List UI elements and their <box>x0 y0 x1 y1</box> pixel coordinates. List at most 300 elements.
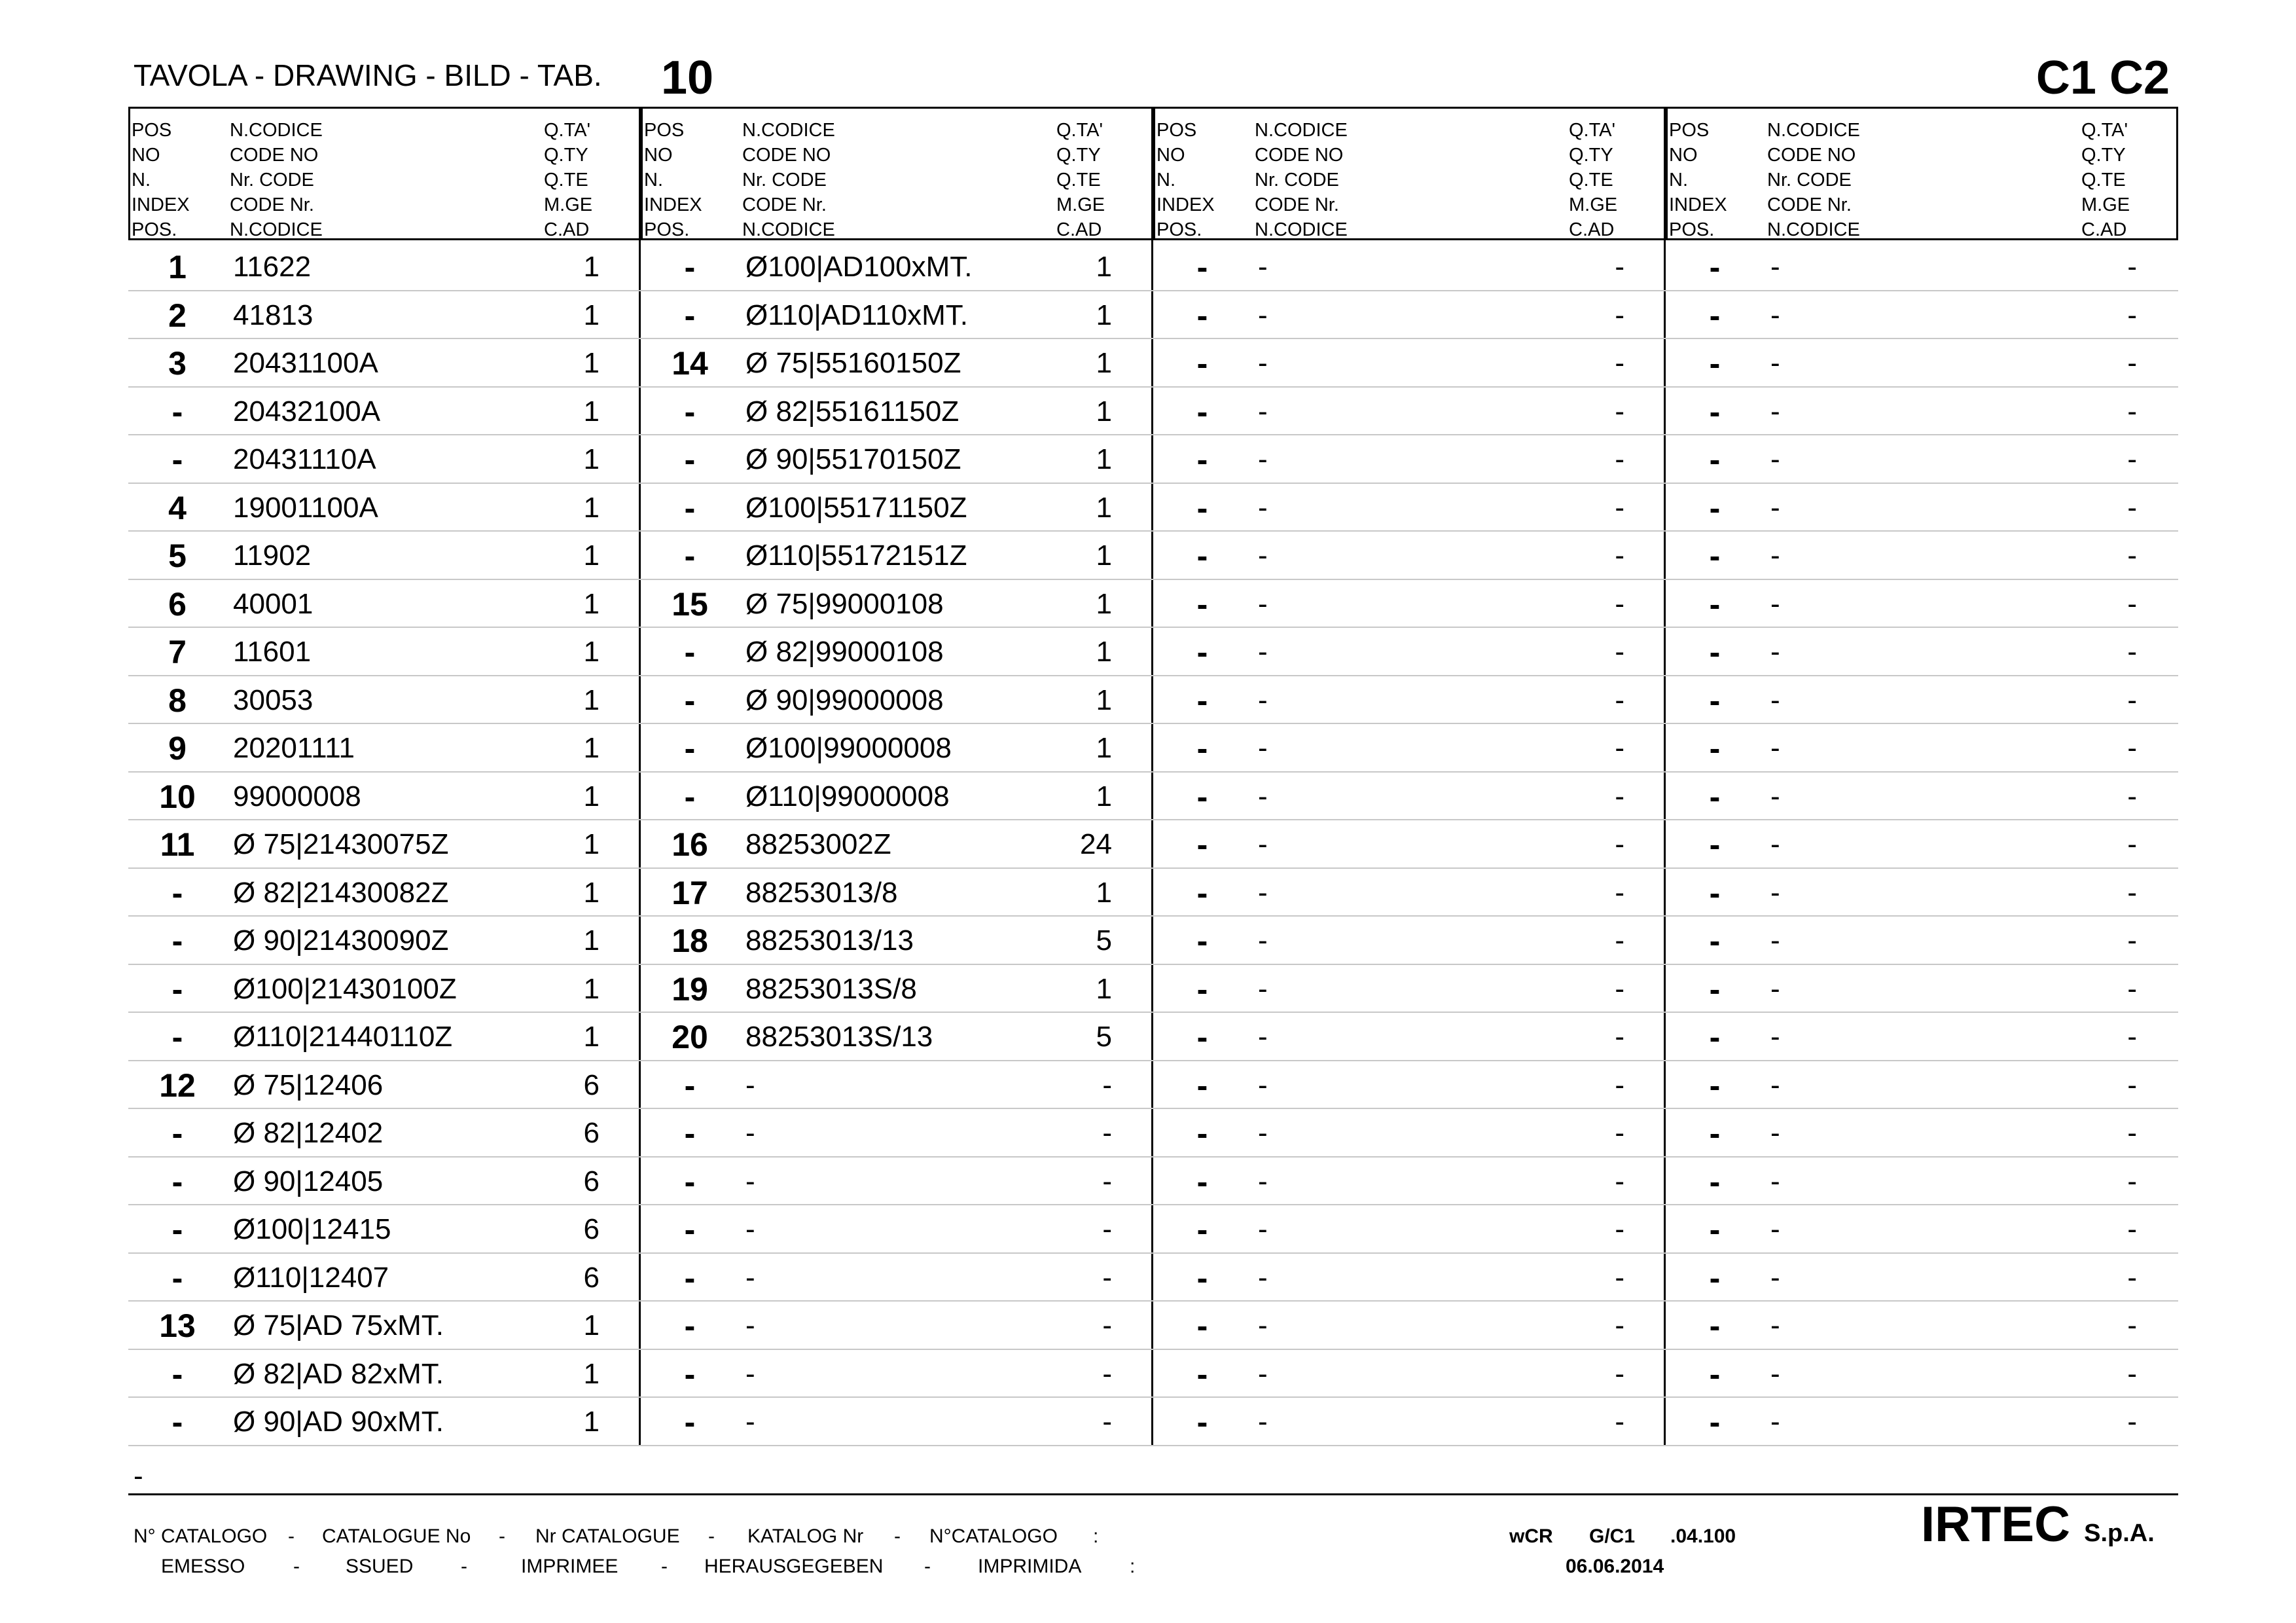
qty-cell: - <box>2127 1357 2137 1390</box>
header-code-label: N.CODICE <box>1255 120 1348 141</box>
header-code-label: CODE Nr. <box>230 194 314 215</box>
qty-cell: - <box>1615 780 1624 812</box>
row-separator <box>128 1108 2178 1109</box>
code-cell: - <box>1258 1309 1268 1341</box>
pos-cell: 10 <box>159 778 196 815</box>
code-cell: 19001100A <box>233 491 378 524</box>
qty-cell: - <box>1615 972 1624 1005</box>
issued-label: IMPRIMIDA <box>978 1556 1082 1577</box>
code-cell: - <box>1770 684 1780 716</box>
table-number: 10 <box>661 52 714 104</box>
qty-cell: 1 <box>1096 539 1112 572</box>
pos-cell: - <box>684 441 696 478</box>
qty-cell: 1 <box>583 924 600 957</box>
column-divider <box>639 107 641 1446</box>
header-qty-label: Q.TE <box>1569 170 1613 191</box>
code-cell: Ø100|55171150Z <box>745 491 967 524</box>
pos-cell: - <box>684 393 696 430</box>
code-cell: Ø100|99000008 <box>745 732 952 764</box>
header-pos-label: N. <box>644 170 663 191</box>
qty-cell: - <box>1615 491 1624 524</box>
catalog-label: - <box>499 1525 505 1547</box>
qty-cell: - <box>2127 539 2137 572</box>
pos-cell: - <box>171 1019 183 1055</box>
header-pos-label: POS <box>132 120 172 141</box>
code-cell: Ø 90|AD 90xMT. <box>233 1406 444 1438</box>
pos-cell: - <box>1196 1019 1208 1055</box>
code-cell: Ø 82|AD 82xMT. <box>233 1357 444 1390</box>
code-cell: - <box>1770 972 1780 1005</box>
row-separator <box>128 1300 2178 1302</box>
pos-cell: - <box>171 1404 183 1440</box>
qty-cell: - <box>1615 251 1624 283</box>
qty-cell: 1 <box>1096 732 1112 764</box>
pos-cell: 16 <box>672 826 708 863</box>
qty-cell: - <box>1102 1165 1112 1197</box>
issued-label: - <box>661 1556 668 1577</box>
code-cell: Ø 82|21430082Z <box>233 876 449 909</box>
header-qty-label: Q.TY <box>1056 145 1101 166</box>
code-cell: 88253013S/13 <box>745 1021 933 1053</box>
code-cell: - <box>745 1213 755 1245</box>
row-separator <box>128 1349 2178 1350</box>
qty-cell: - <box>2127 828 2137 860</box>
code-cell: - <box>1770 443 1780 475</box>
pos-cell: - <box>1709 489 1721 526</box>
code-cell: Ø 90|55170150Z <box>745 443 961 475</box>
pos-cell: - <box>1709 874 1721 911</box>
pos-cell: - <box>684 778 696 815</box>
code-cell: Ø 90|99000008 <box>745 684 944 716</box>
pos-cell: - <box>1196 922 1208 959</box>
catalog-value: .04.100 <box>1670 1525 1736 1547</box>
header-pos-label: N. <box>132 170 151 191</box>
header-pos-label: POS. <box>132 219 177 240</box>
row-separator <box>128 530 2178 532</box>
pos-cell: - <box>684 1115 696 1152</box>
header-qty-label: Q.TY <box>2081 145 2126 166</box>
pos-cell: - <box>684 249 696 285</box>
pos-cell: - <box>171 393 183 430</box>
qty-cell: - <box>2127 347 2137 379</box>
catalog-label: CATALOGUE No <box>322 1525 471 1547</box>
qty-cell: 1 <box>1096 876 1112 909</box>
column-divider <box>1151 107 1153 1446</box>
pos-cell: - <box>1709 1307 1721 1344</box>
code-cell: - <box>1770 1261 1780 1294</box>
qty-cell: - <box>2127 732 2137 764</box>
pos-cell: - <box>1196 1404 1208 1440</box>
catalog-label: KATALOG Nr <box>747 1525 864 1547</box>
header-qty-label: Q.TA' <box>544 120 591 141</box>
row-separator <box>128 675 2178 676</box>
qty-cell: - <box>2127 780 2137 812</box>
qty-cell: - <box>1615 1165 1624 1197</box>
code-cell: Ø 82|55161150Z <box>745 395 960 428</box>
pos-cell: - <box>1196 778 1208 815</box>
code-cell: - <box>1258 876 1268 909</box>
pos-cell: 11 <box>160 826 195 863</box>
header-qty-label: M.GE <box>544 194 593 215</box>
pos-cell: - <box>1196 249 1208 285</box>
pos-cell: - <box>1196 730 1208 767</box>
code-cell: Ø 90|12405 <box>233 1165 384 1197</box>
qty-cell: - <box>2127 587 2137 620</box>
pos-cell: - <box>1709 1259 1721 1296</box>
catalog-value: wCR <box>1509 1525 1553 1547</box>
issued-label: - <box>924 1556 931 1577</box>
qty-cell: - <box>1615 1357 1624 1390</box>
pos-cell: - <box>1709 1067 1721 1104</box>
code-cell: 41813 <box>233 299 314 331</box>
pos-cell: - <box>1196 634 1208 670</box>
qty-cell: - <box>1615 1213 1624 1245</box>
qty-cell: - <box>2127 1021 2137 1053</box>
code-cell: - <box>1770 1117 1780 1149</box>
pos-cell: - <box>1709 538 1721 574</box>
code-cell: Ø100|12415 <box>233 1213 391 1245</box>
header-qty-label: Q.TY <box>1569 145 1613 166</box>
code-cell: - <box>1770 347 1780 379</box>
qty-cell: 1 <box>1096 347 1112 379</box>
qty-cell: 6 <box>583 1117 600 1149</box>
pos-cell: - <box>1196 1355 1208 1393</box>
catalog-label: - <box>708 1525 715 1547</box>
code-cell: - <box>1258 1165 1268 1197</box>
qty-cell: 1 <box>583 1309 600 1341</box>
pos-cell: 8 <box>168 682 187 719</box>
pos-cell: 15 <box>672 585 708 623</box>
code-cell: - <box>1258 924 1268 957</box>
qty-cell: 1 <box>1096 684 1112 716</box>
header-code-label: CODE NO <box>1255 145 1344 166</box>
qty-cell: 1 <box>583 636 600 668</box>
pos-cell: - <box>1196 538 1208 574</box>
code-cell: - <box>1770 732 1780 764</box>
code-cell: - <box>1258 491 1268 524</box>
code-cell: - <box>1258 1068 1268 1101</box>
header-pos-label: N. <box>1157 170 1175 191</box>
header-pos-label: N. <box>1669 170 1688 191</box>
pos-cell: - <box>684 682 696 719</box>
pos-cell: - <box>1196 1067 1208 1104</box>
code-cell: 88253013/13 <box>745 924 914 957</box>
pos-cell: 14 <box>672 345 708 382</box>
qty-cell: - <box>2127 1068 2137 1101</box>
pos-cell: - <box>1709 585 1721 623</box>
code-cell: - <box>745 1117 755 1149</box>
pos-cell: - <box>1196 297 1208 334</box>
pos-cell: - <box>1709 345 1721 382</box>
catalog-value: G/C1 <box>1589 1525 1636 1547</box>
qty-cell: - <box>2127 1261 2137 1294</box>
qty-cell: - <box>2127 684 2137 716</box>
code-cell: Ø 75|AD 75xMT. <box>233 1309 444 1341</box>
header-code-label: Nr. CODE <box>230 170 314 191</box>
code-cell: - <box>1258 1261 1268 1294</box>
pos-cell: - <box>684 1355 696 1393</box>
pos-cell: - <box>684 1163 696 1200</box>
qty-cell: - <box>1102 1068 1112 1101</box>
qty-cell: - <box>2127 443 2137 475</box>
qty-cell: 5 <box>1096 924 1112 957</box>
header-code-label: Nr. CODE <box>1767 170 1852 191</box>
qty-cell: 1 <box>1096 636 1112 668</box>
code-cell: - <box>1258 1357 1268 1390</box>
row-separator <box>128 1156 2178 1158</box>
catalog-label: N°CATALOGO <box>929 1525 1058 1547</box>
pos-cell: - <box>171 1211 183 1248</box>
code-cell: - <box>745 1068 755 1101</box>
code-cell: Ø 75|99000108 <box>745 587 944 620</box>
brand-logo <box>1921 1496 2155 1553</box>
row-separator <box>128 1204 2178 1205</box>
column-header <box>128 107 2178 240</box>
code-cell: - <box>1258 443 1268 475</box>
header-qty-label: Q.TY <box>544 145 588 166</box>
qty-cell: - <box>1102 1357 1112 1390</box>
issued-label: EMESSO <box>161 1556 245 1577</box>
row-separator <box>128 1012 2178 1013</box>
qty-cell: 1 <box>583 491 600 524</box>
code-cell: - <box>1770 491 1780 524</box>
header-pos-label: INDEX <box>132 194 190 215</box>
qty-cell: 1 <box>583 251 600 283</box>
pos-cell: - <box>1196 489 1208 526</box>
pos-cell: 19 <box>672 970 708 1008</box>
catalog-label: : <box>1093 1525 1099 1547</box>
pos-cell: 3 <box>168 345 187 382</box>
code-cell: Ø 82|12402 <box>233 1117 384 1149</box>
row-separator <box>128 1396 2178 1398</box>
qty-cell: - <box>1102 1309 1112 1341</box>
qty-cell: 5 <box>1096 1021 1112 1053</box>
code-cell: - <box>1258 251 1268 283</box>
header-code-label: CODE NO <box>742 145 831 166</box>
qty-cell: - <box>1615 1068 1624 1101</box>
code-cell: 11902 <box>233 539 312 572</box>
issued-label: - <box>461 1556 467 1577</box>
qty-cell: - <box>1615 347 1624 379</box>
header-qty-label: C.AD <box>2081 219 2127 240</box>
qty-cell: 1 <box>1096 587 1112 620</box>
qty-cell: - <box>1615 1117 1624 1149</box>
code-cell: 40001 <box>233 587 314 620</box>
qty-cell: - <box>1615 636 1624 668</box>
row-separator <box>128 819 2178 820</box>
code-cell: Ø110|AD110xMT. <box>745 299 968 331</box>
header-pos-label: NO <box>644 145 673 166</box>
header-qty-label: Q.TE <box>1056 170 1101 191</box>
qty-cell: 1 <box>1096 443 1112 475</box>
pos-cell: 17 <box>672 874 708 911</box>
qty-cell: 6 <box>583 1213 600 1245</box>
qty-cell: - <box>1615 684 1624 716</box>
qty-cell: 1 <box>583 972 600 1005</box>
header-qty-label: Q.TE <box>2081 170 2126 191</box>
code-cell: - <box>745 1406 755 1438</box>
pos-cell: 2 <box>168 297 187 334</box>
code-cell: - <box>745 1309 755 1341</box>
qty-cell: - <box>1615 443 1624 475</box>
pos-cell: - <box>1709 826 1721 863</box>
code-cell: - <box>1258 828 1268 860</box>
pos-cell: - <box>1196 585 1208 623</box>
pos-cell: - <box>171 922 183 959</box>
catalog-label: Nr CATALOGUE <box>535 1525 680 1547</box>
row-separator <box>128 723 2178 724</box>
qty-cell: - <box>1102 1117 1112 1149</box>
qty-cell: - <box>2127 636 2137 668</box>
code-cell: - <box>1258 1406 1268 1438</box>
pos-cell: - <box>1709 778 1721 815</box>
code-cell: - <box>1258 684 1268 716</box>
code-cell: 20201111 <box>233 732 355 764</box>
pos-cell: - <box>1709 393 1721 430</box>
note-text: - <box>134 1460 143 1492</box>
code-cell: 30053 <box>233 684 314 716</box>
header-divider <box>1153 109 1155 238</box>
issued-label: IMPRIMEE <box>521 1556 619 1577</box>
qty-cell: - <box>2127 1406 2137 1438</box>
code-cell: - <box>1258 636 1268 668</box>
code-cell: - <box>1258 1021 1268 1053</box>
qty-cell: 1 <box>583 1357 600 1390</box>
code-cell: - <box>1770 1309 1780 1341</box>
header-pos-label: POS <box>644 120 685 141</box>
pos-cell: 6 <box>168 585 187 623</box>
code-cell: Ø110|21440110Z <box>233 1021 453 1053</box>
header-code-label: N.CODICE <box>1767 120 1860 141</box>
page-title: TAVOLA - DRAWING - BILD - TAB. <box>134 58 602 92</box>
header-col-4 <box>1668 109 2180 238</box>
row-separator <box>128 771 2178 773</box>
code-cell: 11601 <box>233 636 312 668</box>
header-divider <box>1666 109 1668 238</box>
header-code-label: N.CODICE <box>230 120 323 141</box>
row-separator <box>128 290 2178 291</box>
issued-label: : <box>1130 1556 1136 1577</box>
pos-cell: - <box>171 441 183 478</box>
pos-cell: - <box>1709 1019 1721 1055</box>
issued-label: HERAUSGEGEBEN <box>704 1556 884 1577</box>
qty-cell: 1 <box>1096 491 1112 524</box>
qty-cell: 1 <box>583 539 600 572</box>
qty-cell: - <box>2127 395 2137 428</box>
header-col-1 <box>130 109 643 238</box>
pos-cell: - <box>684 1404 696 1440</box>
header-code-label: N.CODICE <box>1255 219 1348 240</box>
code-cell: 88253013/8 <box>745 876 898 909</box>
pos-cell: - <box>1709 970 1721 1008</box>
qty-cell: 1 <box>583 828 600 860</box>
qty-cell: 6 <box>583 1165 600 1197</box>
header-code-label: N.CODICE <box>230 219 323 240</box>
qty-cell: 1 <box>1096 299 1112 331</box>
code-cell: - <box>1770 1068 1780 1101</box>
header-divider <box>641 109 643 238</box>
header-pos-label: POS. <box>1669 219 1715 240</box>
pos-cell: - <box>1709 682 1721 719</box>
pos-cell: - <box>684 489 696 526</box>
code-cell: - <box>1770 587 1780 620</box>
code-cell: - <box>1258 347 1268 379</box>
pos-cell: - <box>1196 874 1208 911</box>
code-cell: - <box>1258 1117 1268 1149</box>
qty-cell: 1 <box>1096 395 1112 428</box>
row-separator <box>128 627 2178 628</box>
header-pos-label: POS <box>1669 120 1710 141</box>
code-cell: - <box>1258 539 1268 572</box>
pos-cell: - <box>684 1307 696 1344</box>
row-separator <box>128 1445 2178 1446</box>
qty-cell: - <box>1102 1213 1112 1245</box>
pos-cell: - <box>171 874 183 911</box>
pos-cell: - <box>1709 1211 1721 1248</box>
header-qty-label: Q.TE <box>544 170 588 191</box>
qty-cell: 6 <box>583 1068 600 1101</box>
qty-cell: - <box>1615 395 1624 428</box>
qty-cell: 1 <box>583 684 600 716</box>
qty-cell: - <box>2127 491 2137 524</box>
qty-cell: 1 <box>583 876 600 909</box>
pos-cell: 9 <box>168 730 187 767</box>
pos-cell: - <box>171 1259 183 1296</box>
qty-cell: - <box>2127 251 2137 283</box>
code-cell: - <box>1770 780 1780 812</box>
code-cell: 20431110A <box>233 443 376 475</box>
code-cell: 20431100A <box>233 347 378 379</box>
code-cell: - <box>1770 636 1780 668</box>
qty-cell: 1 <box>1096 972 1112 1005</box>
row-separator <box>128 1252 2178 1254</box>
code-cell: 88253002Z <box>745 828 891 860</box>
qty-cell: - <box>2127 972 2137 1005</box>
pos-cell: 1 <box>168 249 187 285</box>
header-qty-label: Q.TA' <box>1569 120 1616 141</box>
qty-cell: - <box>1615 924 1624 957</box>
code-cell: Ø100|21430100Z <box>233 972 457 1005</box>
pos-cell: - <box>684 538 696 574</box>
pos-cell: 20 <box>672 1019 708 1055</box>
row-separator <box>128 579 2178 580</box>
pos-cell: - <box>1709 922 1721 959</box>
qty-cell: 1 <box>583 587 600 620</box>
row-separator <box>128 1060 2178 1061</box>
code-cell: Ø110|12407 <box>233 1261 389 1294</box>
qty-cell: 1 <box>1096 780 1112 812</box>
qty-cell: - <box>1102 1406 1112 1438</box>
header-qty-label: M.GE <box>1569 194 1618 215</box>
pos-cell: - <box>1196 441 1208 478</box>
code-cell: - <box>1770 1213 1780 1245</box>
qty-cell: - <box>2127 299 2137 331</box>
pos-cell: 13 <box>159 1307 196 1344</box>
footer-divider <box>128 1493 2178 1495</box>
header-pos-label: INDEX <box>1157 194 1215 215</box>
brand-name: IRTEC <box>1921 1497 2070 1552</box>
header-code-label: CODE NO <box>230 145 319 166</box>
pos-cell: - <box>684 730 696 767</box>
qty-cell: - <box>1615 1261 1624 1294</box>
header-col-3 <box>1155 109 1668 238</box>
pos-cell: - <box>1709 634 1721 670</box>
row-separator <box>128 386 2178 388</box>
qty-cell: - <box>1615 828 1624 860</box>
pos-cell: 18 <box>672 922 708 959</box>
qty-cell: 1 <box>583 1021 600 1053</box>
issued-label: - <box>293 1556 300 1577</box>
